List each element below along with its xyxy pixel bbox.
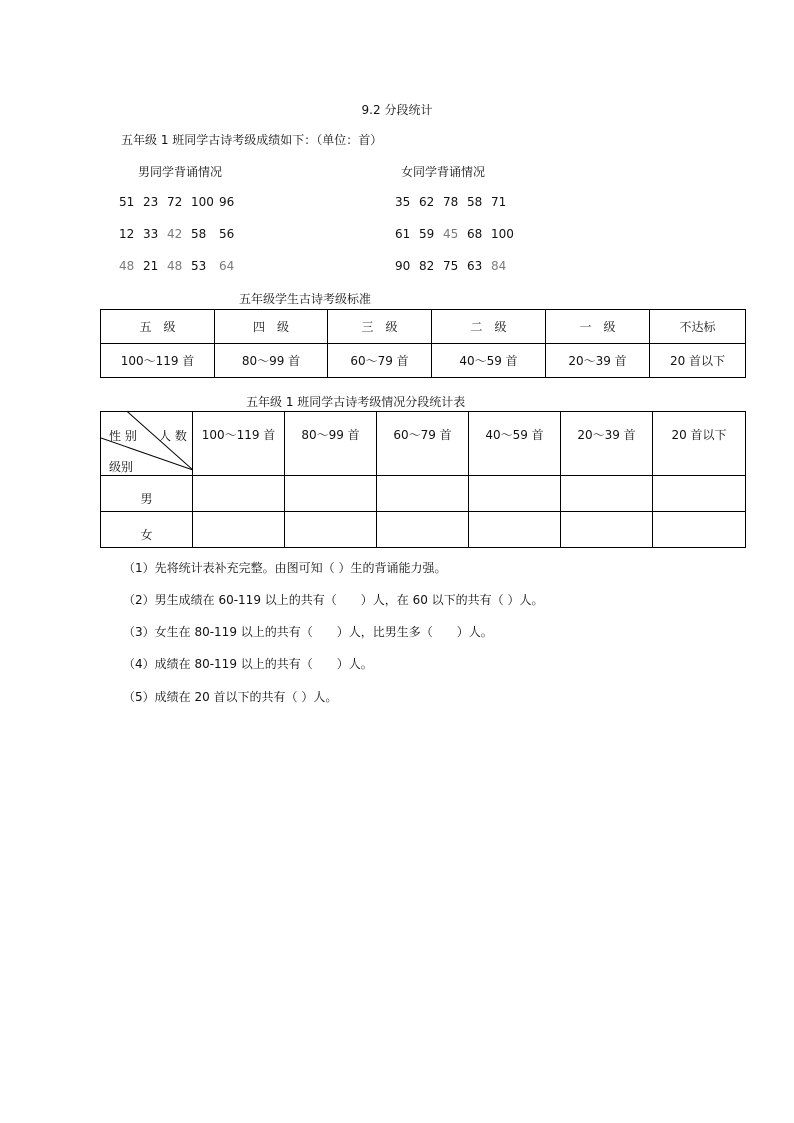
blank-cell[interactable] bbox=[377, 512, 469, 548]
score: 61 bbox=[395, 227, 411, 241]
column-header: 100～119 首 bbox=[193, 412, 285, 476]
column-header: 20 首以下 bbox=[653, 412, 746, 476]
score: 58 bbox=[191, 227, 207, 241]
blank-cell[interactable] bbox=[653, 512, 746, 548]
level-cell: 三 级 bbox=[328, 310, 432, 344]
score: 84 bbox=[491, 259, 507, 273]
column-header: 20～39 首 bbox=[561, 412, 653, 476]
standard-table-title: 五年级学生古诗考级标准 bbox=[239, 292, 372, 306]
blank-cell[interactable] bbox=[377, 476, 469, 512]
boys-score-row bbox=[119, 195, 243, 209]
column-header: 80～99 首 bbox=[285, 412, 377, 476]
girls-heading: 女同学背诵情况 bbox=[401, 165, 486, 179]
score: 42 bbox=[167, 227, 183, 241]
corner-label-gender: 性 别 bbox=[109, 429, 137, 443]
girls-score-row bbox=[395, 227, 515, 241]
level-cell: 二 级 bbox=[432, 310, 546, 344]
score: 58 bbox=[467, 195, 483, 209]
score: 12 bbox=[119, 227, 135, 241]
corner-label-level: 级别 bbox=[109, 460, 134, 474]
page-title: 9.2 分段统计 bbox=[361, 103, 433, 117]
range-cell: 40～59 首 bbox=[432, 344, 546, 378]
segment-table-title: 五年级 1 班同学古诗考级情况分段统计表 bbox=[246, 395, 466, 409]
score: 56 bbox=[219, 227, 235, 241]
blank-cell[interactable] bbox=[193, 476, 285, 512]
score: 68 bbox=[467, 227, 483, 241]
score: 64 bbox=[219, 259, 235, 273]
score: 45 bbox=[443, 227, 459, 241]
level-cell: 不达标 bbox=[650, 310, 746, 344]
table-row bbox=[101, 344, 746, 378]
score: 48 bbox=[167, 259, 183, 273]
blank-cell[interactable] bbox=[653, 476, 746, 512]
intro-text: 五年级 1 班同学古诗考级成绩如下：（单位：首） bbox=[121, 133, 383, 147]
question-1: （1）先将统计表补充完整。由图可知（ ）生的背诵能力强。 bbox=[123, 561, 447, 575]
range-cell: 100～119 首 bbox=[101, 344, 215, 378]
table-row bbox=[101, 310, 746, 344]
score: 100 bbox=[191, 195, 214, 209]
blank-cell[interactable] bbox=[285, 512, 377, 548]
score: 63 bbox=[467, 259, 483, 273]
blank-cell[interactable] bbox=[561, 512, 653, 548]
score: 96 bbox=[219, 195, 235, 209]
blank-cell[interactable] bbox=[193, 512, 285, 548]
score: 35 bbox=[395, 195, 411, 209]
blank-cell[interactable] bbox=[469, 512, 561, 548]
girls-score-row bbox=[395, 195, 515, 209]
blank-cell[interactable] bbox=[285, 476, 377, 512]
score: 33 bbox=[143, 227, 159, 241]
column-header: 60～79 首 bbox=[377, 412, 469, 476]
question-5: （5）成绩在 20 首以下的共有（ ）人。 bbox=[123, 690, 338, 704]
segment-table bbox=[100, 411, 746, 548]
score: 72 bbox=[167, 195, 183, 209]
score: 51 bbox=[119, 195, 135, 209]
question-3: （3）女生在 80-119 以上的共有（ ）人，比男生多（ ）人。 bbox=[123, 625, 493, 639]
column-header: 40～59 首 bbox=[469, 412, 561, 476]
range-cell: 20 首以下 bbox=[650, 344, 746, 378]
boys-heading: 男同学背诵情况 bbox=[138, 165, 223, 179]
corner-label-count: 人 数 bbox=[159, 429, 187, 443]
score: 59 bbox=[419, 227, 435, 241]
blank-cell[interactable] bbox=[561, 476, 653, 512]
question-4: （4）成绩在 80-119 以上的共有（ ）人。 bbox=[123, 657, 373, 671]
score: 53 bbox=[191, 259, 207, 273]
range-cell: 20～39 首 bbox=[546, 344, 650, 378]
range-cell: 80～99 首 bbox=[215, 344, 328, 378]
table-header-row bbox=[101, 412, 746, 476]
score: 75 bbox=[443, 259, 459, 273]
score: 82 bbox=[419, 259, 435, 273]
level-cell: 一 级 bbox=[546, 310, 650, 344]
score: 48 bbox=[119, 259, 135, 273]
score: 78 bbox=[443, 195, 459, 209]
boys-score-row bbox=[119, 227, 243, 241]
row-header-boys: 男 bbox=[101, 476, 193, 512]
table-row bbox=[101, 512, 746, 548]
blank-cell[interactable] bbox=[469, 476, 561, 512]
level-cell: 五 级 bbox=[101, 310, 215, 344]
score: 71 bbox=[491, 195, 507, 209]
score: 100 bbox=[491, 227, 514, 241]
girls-score-row bbox=[395, 259, 515, 273]
score: 21 bbox=[143, 259, 159, 273]
standard-table bbox=[100, 309, 746, 378]
score: 62 bbox=[419, 195, 435, 209]
table-row bbox=[101, 476, 746, 512]
diagonal-header-cell bbox=[101, 412, 193, 476]
score: 23 bbox=[143, 195, 159, 209]
row-header-girls: 女 bbox=[101, 512, 193, 548]
question-2: （2）男生成绩在 60-119 以上的共有（ ）人，在 60 以下的共有（ ）人。 bbox=[123, 593, 544, 607]
level-cell: 四 级 bbox=[215, 310, 328, 344]
range-cell: 60～79 首 bbox=[328, 344, 432, 378]
score: 90 bbox=[395, 259, 411, 273]
boys-score-row bbox=[119, 259, 243, 273]
